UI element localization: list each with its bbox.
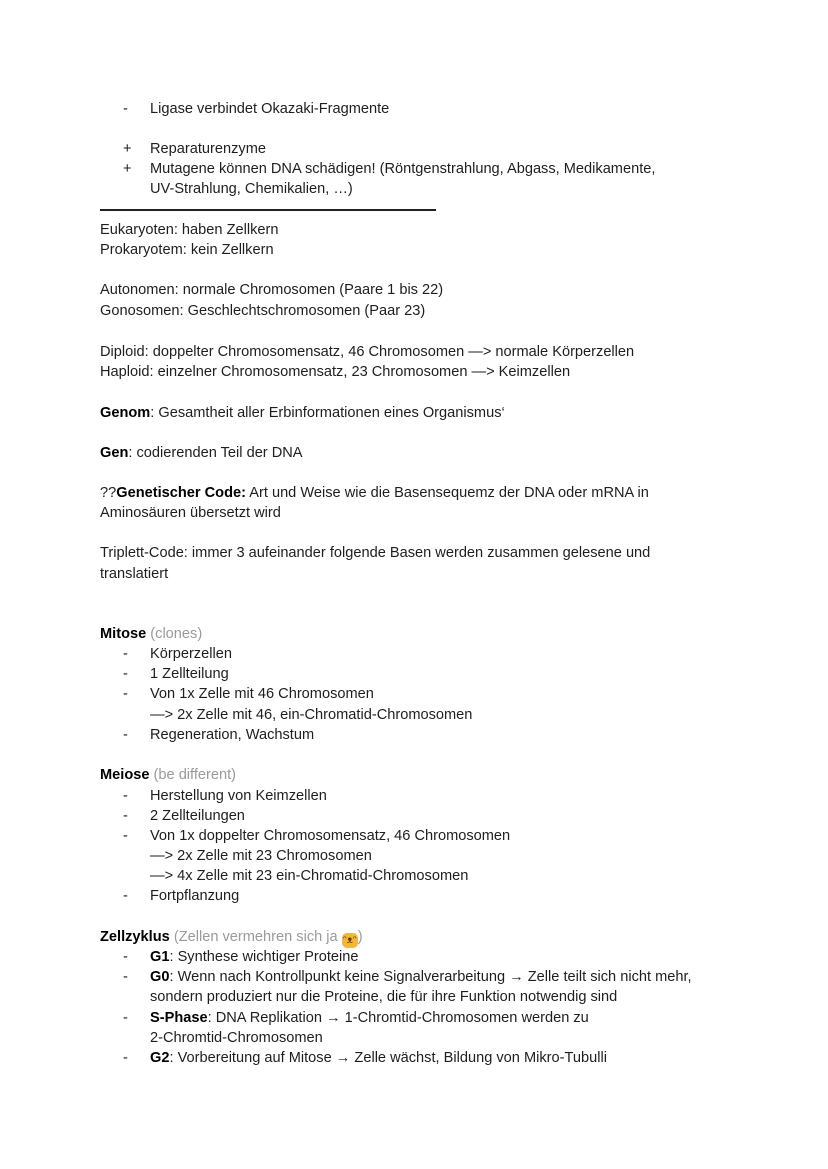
item-text: Von 1x Zelle mit 46 Chromosomen <box>150 686 374 702</box>
bullet: - <box>123 808 128 824</box>
heading-note <box>174 929 363 945</box>
definition-text: : Gesamtheit aller Erbinformationen eines Organismus‘ <box>150 405 505 421</box>
item-text: : Wenn nach Kontrollpunkt keine Signalverarbeitung → Zelle teilt sich nicht mehr, <box>169 969 692 985</box>
item-text: 1 Zellteilung <box>150 666 229 682</box>
definition-continuation: Aminosäuren übersetzt wird <box>100 505 281 521</box>
bullet: - <box>123 949 128 965</box>
note-close: ) <box>357 929 363 945</box>
term: Genom <box>100 405 151 421</box>
bullet: - <box>123 101 128 117</box>
section-heading-mitose <box>100 624 202 644</box>
term: G0 <box>150 969 170 985</box>
bullet: - <box>123 788 128 804</box>
definition: Haploid: einzelner Chromosomensatz, 23 Chromosomen —> Keimzellen <box>100 364 571 380</box>
item-continuation: sondern produziert nur die Proteine, die für ihre Funktion notwendig sind <box>150 989 618 1005</box>
item-text: : DNA Replikation → 1-Chromtid-Chromosomen werden zu <box>207 1010 589 1026</box>
list-item <box>123 725 314 745</box>
heading-title: Zellzyklus <box>100 929 170 945</box>
term: S-Phase <box>150 1010 208 1026</box>
list-item <box>123 967 692 987</box>
bullet: - <box>123 646 128 662</box>
cat-emoji-icon: ᵔᴥᵔ <box>342 935 357 946</box>
item-text: 2 Zellteilungen <box>150 808 245 824</box>
definition: Eukaryoten: haben Zellkern <box>100 222 279 238</box>
bullet: - <box>123 969 128 985</box>
list-item <box>123 1048 607 1068</box>
definition-gen <box>100 443 303 463</box>
list-item <box>123 159 655 179</box>
heading-title: Mitose <box>100 626 147 642</box>
bullet: - <box>123 888 128 904</box>
section-heading-zellzyklus <box>100 927 363 947</box>
bullet: + <box>123 141 132 157</box>
item-continuation: —> 2x Zelle mit 46, ein-Chromatid-Chromosomen <box>150 707 473 723</box>
definition: Triplett-Code: immer 3 aufeinander folgende Basen werden zusammen gelesene und <box>100 545 651 561</box>
list-item <box>123 684 374 704</box>
definition-text: Art und Weise wie die Basensequemz der DNA oder mRNA in <box>246 485 649 501</box>
bullet: + <box>123 161 132 177</box>
prefix: ?? <box>100 485 117 501</box>
definition: Autonomen: normale Chromosomen (Paare 1 bis 22) <box>100 282 444 298</box>
definition: Prokaryotem: kein Zellkern <box>100 242 274 258</box>
list-item <box>123 786 327 806</box>
item-text: : Vorbereitung auf Mitose → Zelle wächst, Bildung von Mikro-Tubulli <box>169 1050 607 1066</box>
item-text: Ligase verbindet Okazaki-Fragmente <box>150 101 390 117</box>
term: G1 <box>150 949 170 965</box>
item-text: Von 1x doppelter Chromosomensatz, 46 Chromosomen <box>150 828 511 844</box>
bullet: - <box>123 666 128 682</box>
item-text: Herstellung von Keimzellen <box>150 788 327 804</box>
term: G2 <box>150 1050 170 1066</box>
item-continuation: UV-Strahlung, Chemikalien, …) <box>150 181 353 197</box>
list-item <box>123 886 239 906</box>
bullet: - <box>123 1010 128 1026</box>
list-item <box>123 139 266 159</box>
heading-title: Meiose <box>100 767 150 783</box>
item-continuation: —> 2x Zelle mit 23 Chromosomen <box>150 848 372 864</box>
item-text: : Synthese wichtiger Proteine <box>169 949 359 965</box>
bullet: - <box>123 828 128 844</box>
item-continuation: —> 4x Zelle mit 23 ein-Chromatid-Chromosomen <box>150 868 469 884</box>
definition: Gonosomen: Geschlechtschromosomen (Paar 23) <box>100 303 426 319</box>
list-item <box>123 806 245 826</box>
item-text: Fortpflanzung <box>150 888 240 904</box>
definition-genom <box>100 403 505 423</box>
definition: Diploid: doppelter Chromosomensatz, 46 Chromosomen —> normale Körperzellen <box>100 344 635 360</box>
heading-note: (clones) <box>150 626 203 642</box>
horizontal-rule <box>100 209 436 211</box>
list-item <box>123 1008 589 1028</box>
item-continuation: 2-Chromtid-Chromosomen <box>150 1030 323 1046</box>
definition-continuation: translatiert <box>100 566 169 582</box>
item-text: Mutagene können DNA schädigen! (Röntgenstrahlung, Abgass, Medikamente, <box>150 161 656 177</box>
definition-text: : codierenden Teil der DNA <box>128 445 303 461</box>
item-text: Körperzellen <box>150 646 232 662</box>
term: Gen <box>100 445 129 461</box>
definition-genetic-code <box>100 483 649 503</box>
note-text: (Zellen vermehren sich ja <box>173 929 342 945</box>
item-text: Regeneration, Wachstum <box>150 727 315 743</box>
section-heading-meiose <box>100 765 236 785</box>
list-item <box>123 664 229 684</box>
list-item <box>123 947 358 967</box>
term: Genetischer Code: <box>116 485 246 501</box>
bullet: - <box>123 1050 128 1066</box>
list-item <box>123 826 510 846</box>
item-text: Reparaturenzyme <box>150 141 266 157</box>
bullet: - <box>123 727 128 743</box>
heading-note: (be different) <box>153 767 237 783</box>
list-item <box>123 644 232 664</box>
list-item <box>123 99 389 119</box>
bullet: - <box>123 686 128 702</box>
